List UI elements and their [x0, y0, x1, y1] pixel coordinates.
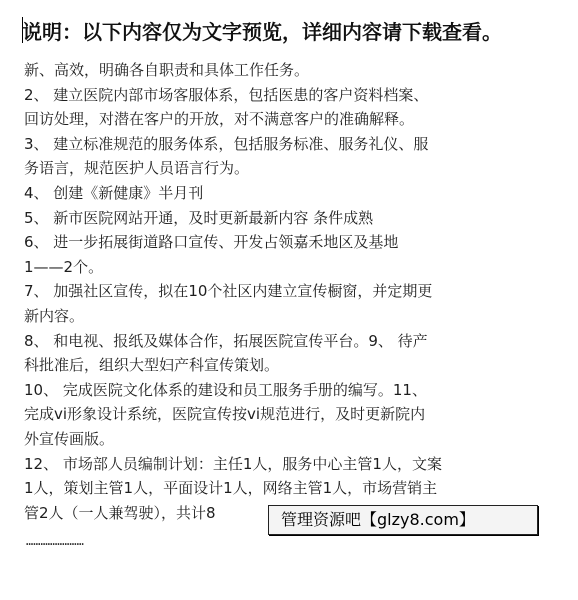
text-line: 4、 创建《新健康》半月刊: [24, 183, 204, 202]
text-line: 1人，策划主管1人，平面设计1人，网络主管1人，市场营销主: [24, 479, 438, 498]
text-line: 回访处理，对潜在客户的开放，对不满意客户的准确解释。: [24, 110, 415, 129]
text-line: 新、高效，明确各自职责和具体工作任务。: [24, 61, 310, 79]
text-line: 务语言，规范医护人员语言行为。: [24, 159, 250, 178]
text-line: 新内容。: [24, 306, 85, 325]
text-line: 6、 进一步拓展街道路口宣传、开发占领嘉禾地区及基地: [24, 233, 399, 252]
text-line: 2、 建立医院内部市场客服体系，包括医患的客户资料档案、: [24, 85, 429, 104]
text-line: 外宣传画版。: [24, 429, 115, 448]
text-line: 管2人（一人兼驾驶），共计8: [24, 503, 216, 522]
watermark-label: 管理资源吧【glzy8.com】: [268, 505, 538, 535]
text-line: 完成vi形象设计系统，医院宣传按vi规范进行，及时更新院内: [24, 405, 426, 424]
preview-notice: 说明：以下内容仅为文字预览，详细内容请下载查看。: [22, 20, 502, 44]
text-line: 1——2个。: [24, 257, 104, 276]
document-body: [24, 58, 554, 525]
text-line: 10、 完成医院文化体系的建设和员工服务手册的编写。11、: [24, 380, 427, 399]
text-line: 科批准后，组织大型妇产科宣传策划。: [24, 356, 280, 375]
text-line: 3、 建立标准规范的服务体系，包括服务标准、服务礼仪、服: [24, 134, 429, 153]
text-line: 12、 市场部人员编制计划：主任1人，服务中心主管1人，文案: [24, 454, 442, 473]
text-line: 5、 新市医院网站开通，及时更新最新内容 条件成熟: [24, 208, 374, 227]
text-line: 7、 加强社区宣传，拟在10个社区内建立宣传橱窗，并定期更: [24, 282, 433, 301]
text-line: 8、 和电视、报纸及媒体合作，拓展医院宣传平台。9、 待产: [24, 331, 428, 350]
truncation-ellipsis: ……………………: [26, 534, 84, 548]
